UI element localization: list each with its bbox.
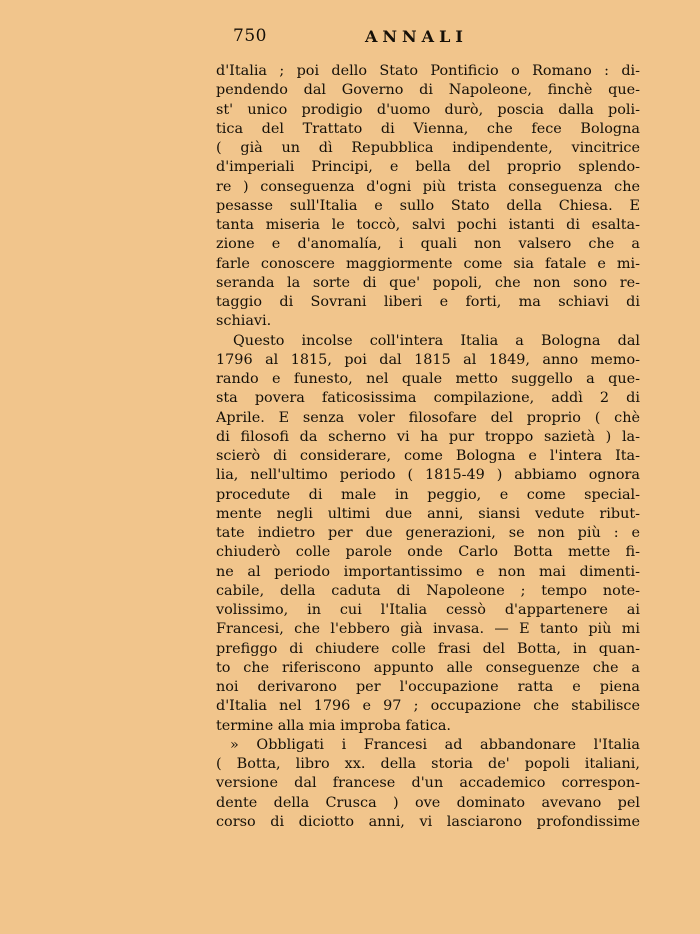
- text-line: lia, nell'ultimo periodo ( 1815-49 ) abbiamo ognora: [216, 467, 640, 484]
- page-header: [233, 26, 643, 52]
- text-line: chiuderò colle parole onde Carlo Botta mette fi-: [216, 544, 640, 561]
- text-line: prefiggo di chiudere colle frasi del Botta, in quan-: [216, 640, 640, 657]
- text-line: d'Italia nel 1796 e 97 ; occupazione che stabilisce: [216, 698, 640, 715]
- text-line: corso di diciotto anni, vi lasciarono profondissime: [216, 813, 640, 830]
- text-line: schiavi.: [216, 313, 272, 330]
- text-line: farle conoscere maggiormente come sia fatale e mi-: [216, 255, 640, 272]
- text-line: tica del Trattato di Vienna, che fece Bologna: [216, 120, 640, 137]
- text-line: termine alla mia improba fatica.: [216, 717, 452, 734]
- text-line: taggio di Sovrani liberi e forti, ma schiavi di: [216, 294, 640, 310]
- text-line: Questo incolse coll'intera Italia a Bologna dal: [233, 332, 640, 349]
- text-line: d'Italia ; poi dello Stato Pontificio o Romano : di-: [216, 63, 640, 79]
- text-line: seranda la sorte di que' popoli, che non sono re-: [216, 274, 640, 291]
- text-line: versione dal francese d'un accademico correspon-: [216, 775, 640, 792]
- text-line: scierò di considerare, come Bologna e l'intera Ita-: [216, 448, 640, 464]
- text-line: st' unico prodigio d'uomo durò, poscia dalla poli-: [216, 101, 640, 118]
- text-line: pendendo dal Governo di Napoleone, finchè que-: [216, 82, 640, 99]
- text-line: rando e funesto, nel quale metto suggello a que-: [216, 371, 640, 387]
- text-line: d'imperiali Principi, e bella del proprio splendo-: [216, 159, 640, 176]
- text-line: di filosofi da scherno vi ha pur troppo sazietà ) la-: [216, 428, 640, 445]
- text-line: noi derivarono per l'occupazione ratta e piena: [216, 679, 640, 695]
- text-line: re ) conseguenza d'ogni più trista conseguenza che: [216, 178, 640, 195]
- text-line: dente della Crusca ) ove dominato avevano pel: [216, 794, 640, 811]
- text-line: tate indietro per due generazioni, se non più : e: [216, 525, 640, 541]
- text-line: sta povera faticosissima compilazione, addì 2 di: [216, 390, 640, 407]
- text-line: ( Botta, libro xx. della storia de' popoli italiani,: [216, 756, 640, 772]
- text-line: » Obbligati i Francesi ad abbandonare l'Italia: [230, 736, 640, 753]
- text-line: mente negli ultimi due anni, siansi vedute ribut-: [216, 505, 640, 522]
- text-line: ( già un dì Repubblica indipendente, vincitrice: [216, 140, 640, 156]
- text-line: procedute di male in peggio, e come special-: [216, 486, 640, 503]
- text-line: volissimo, in cui l'Italia cessò d'appartenere ai: [216, 602, 640, 618]
- text-line: tanta miseria le toccò, salvi pochi istanti di esalta-: [216, 217, 640, 233]
- text-line: Francesi, che l'ebbero già invasa. — E tanto più mi: [216, 621, 640, 638]
- page-number: 750: [233, 26, 267, 46]
- text-line: ne al periodo importantissimo e non mai dimenti-: [216, 563, 640, 580]
- text-line: pesasse sull'Italia e sullo Stato della Chiesa. E: [216, 197, 640, 214]
- text-line: 1796 al 1815, poi dal 1815 al 1849, anno memo-: [216, 351, 640, 368]
- text-line: Aprile. E senza voler filosofare del proprio ( chè: [216, 409, 640, 426]
- text-line: zione e d'anomalía, i quali non valsero che a: [216, 236, 640, 253]
- text-line: to che riferiscono appunto alle conseguenze che a: [216, 659, 640, 676]
- body-text: [216, 62, 640, 832]
- running-title: ANNALI: [365, 27, 468, 46]
- text-line: cabile, della caduta di Napoleone ; tempo note-: [216, 582, 640, 599]
